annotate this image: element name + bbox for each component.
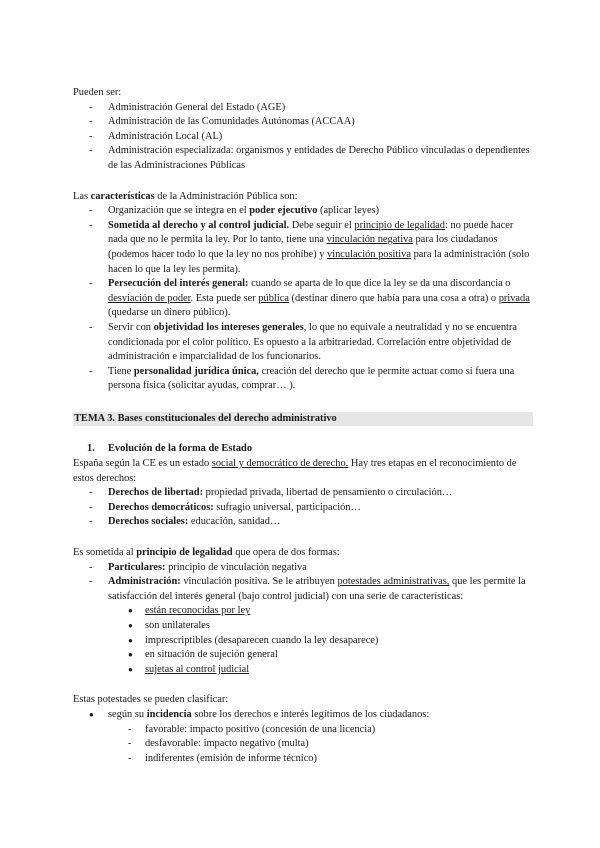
list-item: - Administración: vinculación positiva. Se le atribuyen potestades administrativas, que les permite la satisfacción del interés general (bajo control judicial) con una serie de características: bbox=[73, 575, 533, 604]
administration-types-list bbox=[73, 101, 533, 174]
list-item: - Tiene personalidad jurídica única, creación del derecho que le permite actuar como si fuera una persona física (solicitar ayudas, comprar… ). bbox=[73, 365, 533, 394]
derechos-list bbox=[73, 486, 533, 530]
section-1-paragraph: España según la CE es un estado social y democrático de derecho. Hay tres etapas en el reconocimiento de estos derechos: bbox=[73, 458, 517, 484]
legalidad-intro: Es sometida al principio de legalidad que opera de dos formas: bbox=[73, 547, 340, 559]
list-item: - Organización que se integra en el poder ejecutivo (aplicar leyes) bbox=[73, 204, 533, 219]
list-item: ● sujetas al control judicial bbox=[73, 663, 533, 678]
list-item: - Servir con objetividad los intereses generales, lo que no equivale a neutralidad y no se encuentra condicionada por el color político. Es opuesto a la arbitrariedad. Correlación entre objetividad de administración e imparcialidad de los funcionarios. bbox=[73, 321, 533, 365]
clasificar-list bbox=[73, 708, 533, 723]
document-body bbox=[73, 86, 533, 766]
clasificar-intro: Estas potestades se pueden clasificar: bbox=[73, 694, 229, 706]
list-item: ● son unilaterales bbox=[73, 619, 533, 634]
list-item: ● imprescriptibles (desaparecen cuando la ley desaparece) bbox=[73, 634, 533, 649]
list-item: - Derechos de libertad: propiedad privada, libertad de pensamiento o circulación… bbox=[73, 486, 533, 501]
tema-3-heading: TEMA 3. Bases constitucionales del derecho administrativo bbox=[73, 412, 533, 427]
list-item: - Administración General del Estado (AGE) bbox=[73, 101, 533, 116]
caracteristicas-list bbox=[73, 204, 533, 394]
list-item: - Persecución del interés general: cuando se aparta de lo que dice la ley se da una discordancia o desviación de poder. Esta puede ser pública (destinar dinero que había para una cosa a otra) o privada (quedarse un dinero público). bbox=[73, 277, 533, 321]
list-item: - Particulares: principio de vinculación negativa bbox=[73, 561, 533, 576]
caracteristicas-intro: Las características de la Administración Pública son: bbox=[73, 190, 298, 202]
list-item: - Administración Local (AL) bbox=[73, 130, 533, 145]
list-item: - favorable: impacto positivo (concesión de una licencia) bbox=[73, 723, 533, 738]
list-item: ● están reconocidas por ley bbox=[73, 604, 533, 619]
list-item: ● en situación de sujeción general bbox=[73, 648, 533, 663]
legalidad-list bbox=[73, 561, 533, 605]
list-item: - Administración de las Comunidades Autónomas (ACCAA) bbox=[73, 115, 533, 130]
list-item: - Administración especializada: organismos y entidades de Derecho Público vinculadas o dependientes de las Administraciones Públicas bbox=[73, 144, 533, 173]
potestades-features-list bbox=[73, 604, 533, 677]
list-item: ● según su incidencia sobre los derechos e interés legítimos de los ciudadanos: bbox=[73, 708, 533, 723]
list-item: - indiferentes (emisión de informe técnico) bbox=[73, 752, 533, 767]
list-item: - desfavorable: impacto negativo (multa) bbox=[73, 737, 533, 752]
section-1-heading: 1. Evolución de la forma de Estado bbox=[87, 443, 253, 455]
list-item: - Derechos democráticos: sufragio universal, participación… bbox=[73, 501, 533, 516]
incidencia-list bbox=[73, 723, 533, 767]
list-item: - Derechos sociales: educación, sanidad… bbox=[73, 515, 533, 530]
pueden-ser-label: Pueden ser: bbox=[73, 87, 122, 98]
list-item: - Sometida al derecho y al control judicial. Debe seguir el principio de legalidad: no puede hacer nada que no le permita la ley. Por lo tanto, tiene una vinculación negativa para los ciudadanos (podemos hacer todo lo que la ley no nos prohíbe) y vinculación positiva para la administración (solo hacen lo que la ley les permita). bbox=[73, 219, 533, 277]
